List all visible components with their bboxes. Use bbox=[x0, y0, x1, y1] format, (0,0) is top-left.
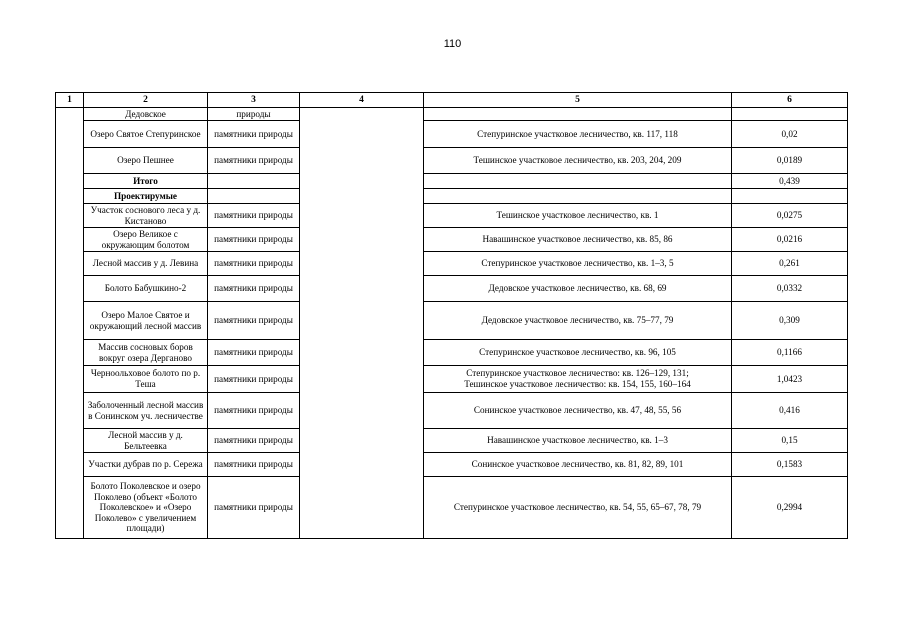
cell-name: Массив сосновых боров вокруг озера Дерганово bbox=[84, 340, 208, 366]
cell-location: Тешинское участковое лесничество, кв. 1 bbox=[424, 204, 732, 228]
cell-area: 0,0216 bbox=[732, 228, 848, 252]
cell-col4 bbox=[300, 108, 424, 539]
cell-name: Озеро Великое с окружающим болотом bbox=[84, 228, 208, 252]
cell-area: 0,1583 bbox=[732, 453, 848, 477]
col-header-6: 6 bbox=[732, 93, 848, 108]
cell-location bbox=[424, 189, 732, 204]
cell-category: памятники природы bbox=[208, 228, 300, 252]
cell-name: Итого bbox=[84, 174, 208, 189]
cell-area: 0,02 bbox=[732, 121, 848, 148]
cell-name: Участок соснового леса у д. Кистаново bbox=[84, 204, 208, 228]
cell-category: памятники природы bbox=[208, 204, 300, 228]
table-row bbox=[56, 477, 848, 539]
cell-location: Тешинское участковое лесничество, кв. 203, 204, 209 bbox=[424, 148, 732, 174]
cell-location: Дедовское участковое лесничество, кв. 75–77, 79 bbox=[424, 302, 732, 340]
table-row bbox=[56, 276, 848, 302]
cell-location: Степуринское участковое лесничество, кв. 96, 105 bbox=[424, 340, 732, 366]
cell-location bbox=[424, 108, 732, 121]
cell-name: Участки дубрав по р. Сережа bbox=[84, 453, 208, 477]
table-row bbox=[56, 302, 848, 340]
cell-location: Степуринское участковое лесничество, кв. 54, 55, 65–67, 78, 79 bbox=[424, 477, 732, 539]
table-row bbox=[56, 453, 848, 477]
cell-location: Навашинское участковое лесничество, кв. 85, 86 bbox=[424, 228, 732, 252]
cell-category bbox=[208, 174, 300, 189]
table-row bbox=[56, 429, 848, 453]
cell-category: памятники природы bbox=[208, 393, 300, 429]
cell-name: Болото Бабушкино-2 bbox=[84, 276, 208, 302]
page-number: 110 bbox=[443, 38, 462, 50]
cell-area: 0,416 bbox=[732, 393, 848, 429]
cell-area: 0,439 bbox=[732, 174, 848, 189]
cell-area bbox=[732, 108, 848, 121]
table-row bbox=[56, 204, 848, 228]
cell-category: памятники природы bbox=[208, 252, 300, 276]
cell-name: Болото Поколевское и озеро Поколево (объект «Болото Поколевское» и «Озеро Поколево» с увеличением площади) bbox=[84, 477, 208, 539]
table-row bbox=[56, 189, 848, 204]
cell-category: памятники природы bbox=[208, 477, 300, 539]
cell-location bbox=[424, 174, 732, 189]
cell-area: 0,0332 bbox=[732, 276, 848, 302]
table-row bbox=[56, 121, 848, 148]
table-row bbox=[56, 228, 848, 252]
cell-area bbox=[732, 189, 848, 204]
cell-name: Лесной массив у д. Левина bbox=[84, 252, 208, 276]
cell-location: Сонинское участковое лесничество, кв. 81, 82, 89, 101 bbox=[424, 453, 732, 477]
cell-name: Лесной массив у д. Бельтеевка bbox=[84, 429, 208, 453]
col-header-4: 4 bbox=[300, 93, 424, 108]
cell-area: 0,0189 bbox=[732, 148, 848, 174]
col-header-5: 5 bbox=[424, 93, 732, 108]
table-row bbox=[56, 340, 848, 366]
table-row bbox=[56, 174, 848, 189]
col-header-2: 2 bbox=[84, 93, 208, 108]
cell-area: 0,309 bbox=[732, 302, 848, 340]
cell-location bbox=[424, 366, 732, 393]
cell-category bbox=[208, 189, 300, 204]
cell-area: 0,261 bbox=[732, 252, 848, 276]
col-header-3: 3 bbox=[208, 93, 300, 108]
cell-area: 0,1166 bbox=[732, 340, 848, 366]
cell-area: 0,15 bbox=[732, 429, 848, 453]
cell-category: памятники природы bbox=[208, 366, 300, 393]
cell-category: памятники природы bbox=[208, 276, 300, 302]
cell-name: Заболоченный лесной массив в Сонинском уч. лесничестве bbox=[84, 393, 208, 429]
cell-name: Проектирумые bbox=[84, 189, 208, 204]
header-row bbox=[56, 93, 848, 108]
data-table bbox=[55, 92, 848, 539]
table-row bbox=[56, 252, 848, 276]
cell-name: Озеро Пешнее bbox=[84, 148, 208, 174]
location-line: Тешинское участковое лесничество: кв. 154, 155, 160–164 bbox=[464, 379, 691, 389]
cell-location: Степуринское участковое лесничество, кв. 117, 118 bbox=[424, 121, 732, 148]
table-row bbox=[56, 108, 848, 121]
cell-area: 1,0423 bbox=[732, 366, 848, 393]
cell-location: Степуринское участковое лесничество, кв. 1–3, 5 bbox=[424, 252, 732, 276]
cell-name: Черноольховое болото по р. Теша bbox=[84, 366, 208, 393]
cell-category: природы bbox=[208, 108, 300, 121]
cell-name: Озеро Малое Святое и окружающий лесной массив bbox=[84, 302, 208, 340]
cell-category: памятники природы bbox=[208, 340, 300, 366]
table-row bbox=[56, 148, 848, 174]
location-line: Степуринское участковое лесничество: кв. 126–129, 131; bbox=[466, 368, 689, 379]
cell-name: Дедовское bbox=[84, 108, 208, 121]
cell-name: Озеро Святое Степуринское bbox=[84, 121, 208, 148]
cell-category: памятники природы bbox=[208, 429, 300, 453]
cell-category: памятники природы bbox=[208, 148, 300, 174]
cell-location: Дедовское участковое лесничество, кв. 68, 69 bbox=[424, 276, 732, 302]
cell-category: памятники природы bbox=[208, 453, 300, 477]
cell-location: Навашинское участковое лесничество, кв. 1–3 bbox=[424, 429, 732, 453]
table-row bbox=[56, 393, 848, 429]
cell-area: 0,0275 bbox=[732, 204, 848, 228]
cell-location: Сонинское участковое лесничество, кв. 47, 48, 55, 56 bbox=[424, 393, 732, 429]
table-row bbox=[56, 366, 848, 393]
cell-category: памятники природы bbox=[208, 121, 300, 148]
cell-area: 0,2994 bbox=[732, 477, 848, 539]
cell-category: памятники природы bbox=[208, 302, 300, 340]
cell-col1 bbox=[56, 108, 84, 539]
col-header-1: 1 bbox=[56, 93, 84, 108]
